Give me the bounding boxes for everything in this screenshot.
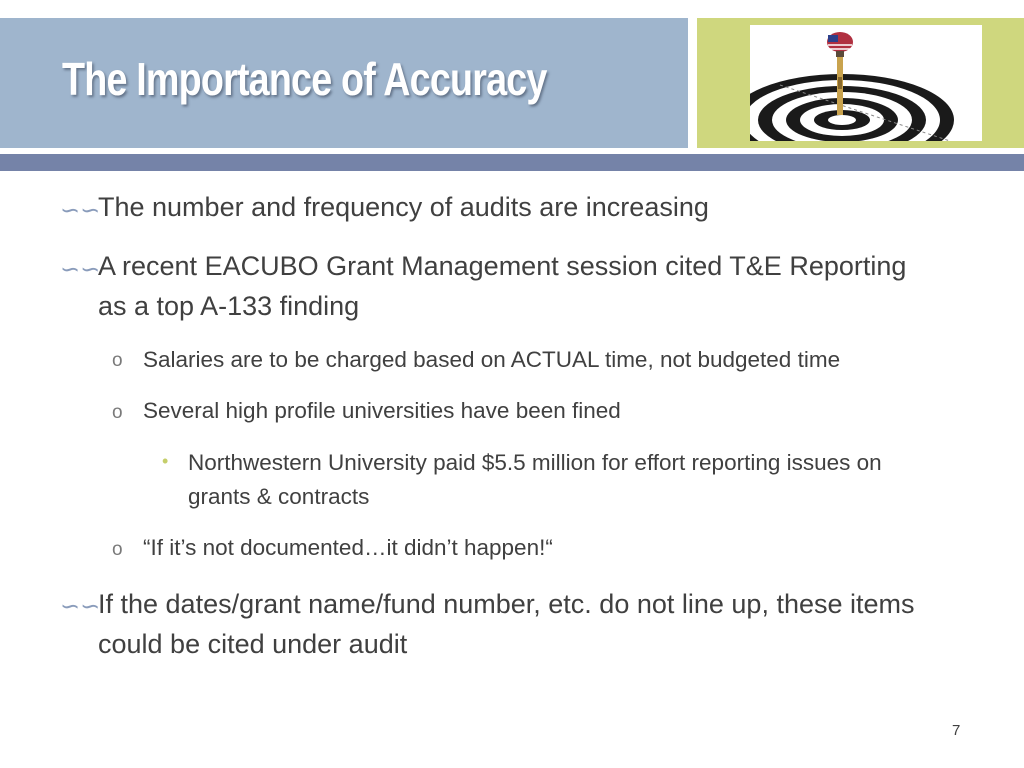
level2-bullet-icon: o (112, 350, 123, 371)
page-number: 7 (952, 722, 961, 739)
level2-bullet-icon: o (112, 402, 123, 423)
list-item: Northwestern University paid $5.5 million for effort reporting issues on grants & contracts (188, 450, 882, 509)
level1-bullet-icon: ∽∽ (60, 197, 101, 224)
slide-title: The Importance of Accuracy (62, 53, 547, 105)
dartboard-target-icon (750, 25, 982, 141)
list-item: “If it’s not documented…it didn’t happen!“ (143, 535, 553, 560)
list-item: A recent EACUBO Grant Management session cited T&E Reporting as a top A-133 finding (98, 251, 907, 321)
list-item: The number and frequency of audits are increasing (98, 192, 709, 222)
divider-bar (0, 154, 1024, 171)
divider-white (0, 148, 1024, 152)
list-item: Several high profile universities have been fined (143, 398, 621, 423)
list-item: If the dates/grant name/fund number, etc. do not line up, these items could be cited under audit (98, 589, 915, 659)
level2-bullet-icon: o (112, 539, 123, 560)
level3-bullet-icon: • (162, 451, 169, 471)
level1-bullet-icon: ∽∽ (60, 593, 101, 620)
list-item: Salaries are to be charged based on ACTUAL time, not budgeted time (143, 347, 841, 372)
level1-bullet-icon: ∽∽ (60, 256, 101, 283)
